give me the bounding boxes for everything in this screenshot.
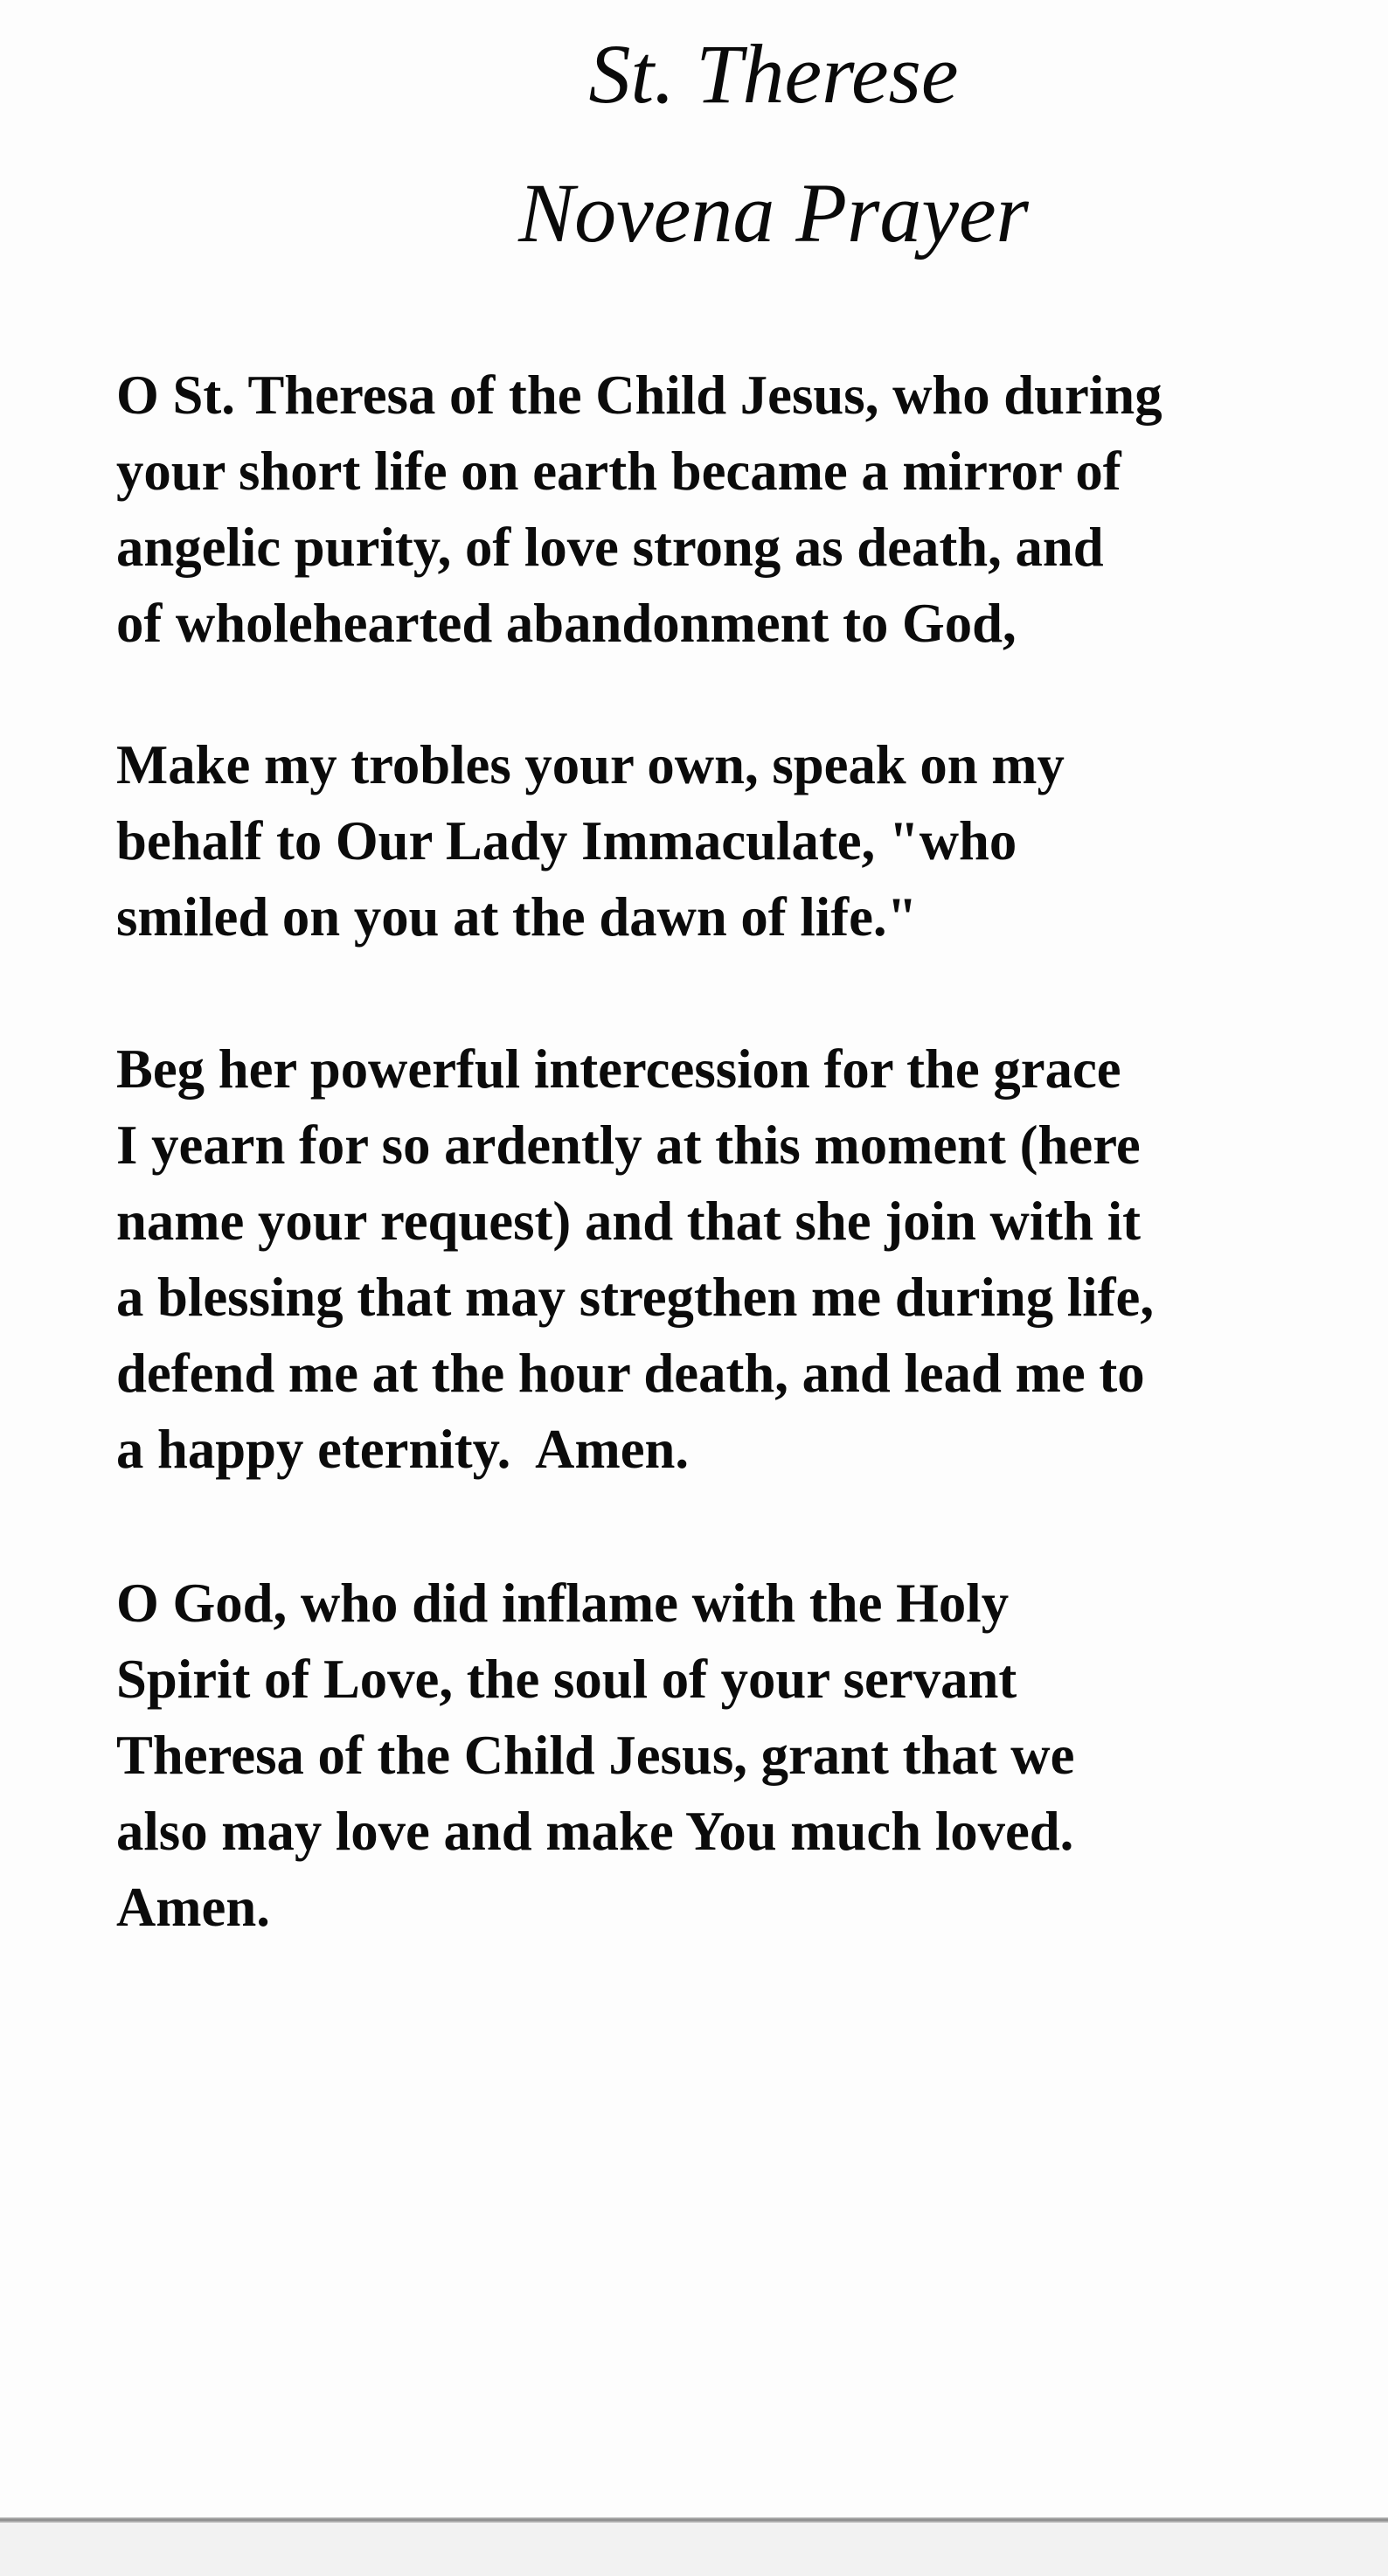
text-line: Theresa of the Child Jesus, grant that we (116, 1724, 1075, 1786)
paragraph-2 (116, 726, 1084, 955)
text-line: smiled on you at the dawn of life." (116, 885, 918, 948)
text-line: defend me at the hour death, and lead me to (116, 1342, 1145, 1404)
title-line-1: St. Therese (588, 27, 959, 121)
text-line: O St. Theresa of the Child Jesus, who during (116, 364, 1162, 426)
text-line: a blessing that may stregthen me during life, (116, 1266, 1155, 1328)
text-line: name your request) and that she join with it (116, 1190, 1142, 1252)
text-line: Beg her powerful intercession for the grace (116, 1038, 1121, 1100)
text-line: also may love and make You much loved. (116, 1800, 1074, 1862)
scan-background (0, 2523, 1388, 2576)
text-line: your short life on earth became a mirror of (116, 440, 1121, 502)
text-line: Make my trobles your own, speak on my (116, 733, 1065, 795)
paragraph-3 (116, 1031, 1175, 1487)
text-line: O God, who did inflame with the Holy (116, 1572, 1010, 1634)
text-line: of wholehearted abandonment to God, (116, 592, 1017, 654)
text-line: Amen. (116, 1876, 270, 1938)
text-line: a happy eternity. Amen. (116, 1418, 690, 1480)
text-line: angelic purity, of love strong as death, and (116, 516, 1104, 578)
paragraph-1 (116, 357, 1183, 661)
text-line: behalf to Our Lady Immaculate, "who (116, 809, 1017, 871)
text-line: I yearn for so ardently at this moment (here (116, 1114, 1141, 1176)
title-line-2: Novena Prayer (518, 166, 1029, 260)
text-line: Spirit of Love, the soul of your servant (116, 1648, 1017, 1710)
paragraph-4 (116, 1565, 1094, 1945)
